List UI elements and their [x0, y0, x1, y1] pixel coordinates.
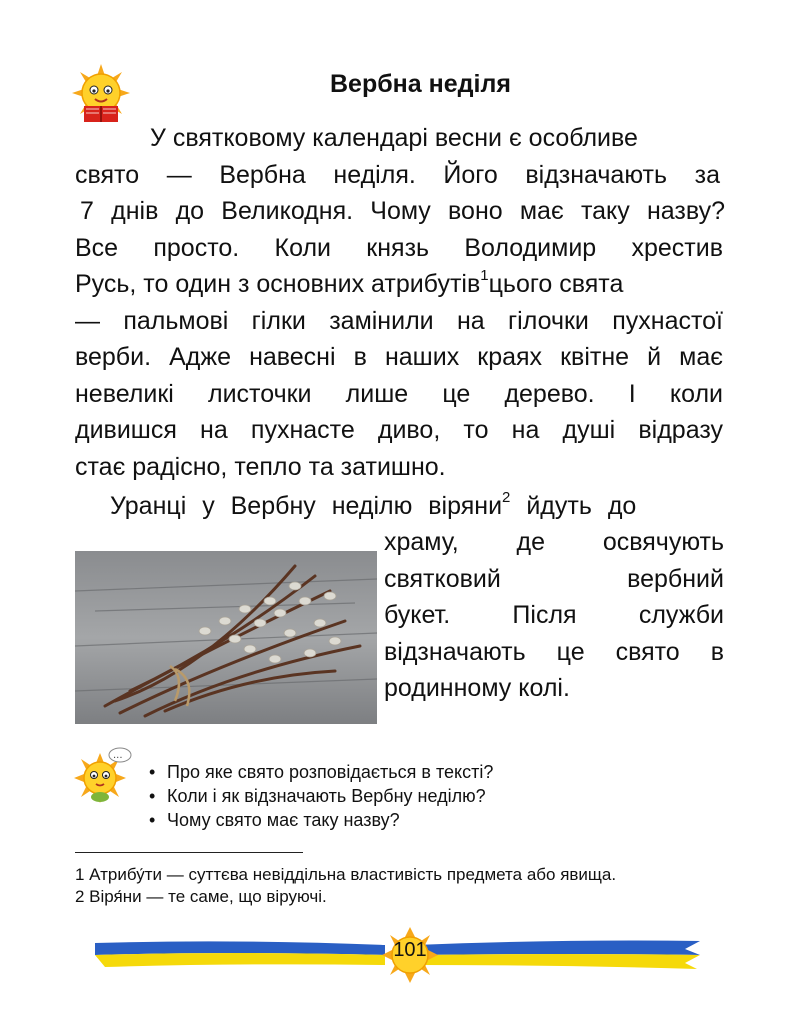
questions-list	[145, 760, 493, 832]
text-line: храму, де освячують	[384, 528, 724, 556]
text-line: невеликі листочки лише це дерево. І коли	[75, 380, 723, 408]
list-item: • Чому свято має таку назву?	[145, 808, 493, 832]
willow-branches-photo	[75, 551, 377, 724]
text-line: У святковому календарі весни є особливе	[150, 124, 638, 152]
footnote-divider	[75, 852, 303, 853]
footnote-mark-2: 2	[502, 489, 511, 506]
list-item: • Про яке свято розповідається в тексті?	[145, 760, 493, 784]
sunflower-reading-icon	[70, 62, 132, 128]
text-line: дивишся на пухнасте диво, то на душі відразу	[75, 416, 723, 444]
text-line: свято — Вербна неділя. Його відзначають за	[75, 161, 720, 189]
text-fragment: цього свята	[488, 270, 624, 298]
footnote-2: 2 Віря́ни — те саме, що віруючі.	[75, 887, 327, 906]
text-line: Все просто. Коли князь Володимир хрестив	[75, 234, 723, 262]
text-line: відзначають це свято в	[384, 638, 724, 666]
text-line	[110, 488, 636, 525]
text-fragment: Русь, то один з основних атрибутів	[75, 270, 481, 298]
footnote-1: 1 Атрибу́ти — суттєва невіддільна властивість предмета або явища.	[75, 865, 617, 884]
text-line: 7 днів до Великодня. Чому воно має таку назву?	[80, 197, 725, 225]
text-fragment: Уранці у Вербну неділю віряни	[110, 492, 503, 520]
text-line	[75, 266, 623, 303]
text-fragment: йдуть до	[526, 492, 637, 520]
svg-text:...: ...	[113, 750, 123, 761]
text-line: — пальмові гілки замінили на гілочки пухнастої	[75, 307, 723, 335]
text-line: родинному колі.	[384, 674, 570, 702]
text-line: букет. Після служби	[384, 601, 724, 629]
text-line: стає радісно, тепло та затишно.	[75, 453, 446, 481]
text-line: верби. Адже навесні в наших краях квітне й має	[75, 343, 723, 371]
footnote-mark-1: 1	[480, 267, 489, 284]
list-item: • Коли і як відзначають Вербну неділю?	[145, 784, 493, 808]
page-title: Вербна неділя	[330, 70, 511, 98]
page-number: 101	[393, 939, 427, 961]
text-line: святковий вербний	[384, 565, 724, 593]
sunflower-thinking-icon	[72, 745, 134, 807]
